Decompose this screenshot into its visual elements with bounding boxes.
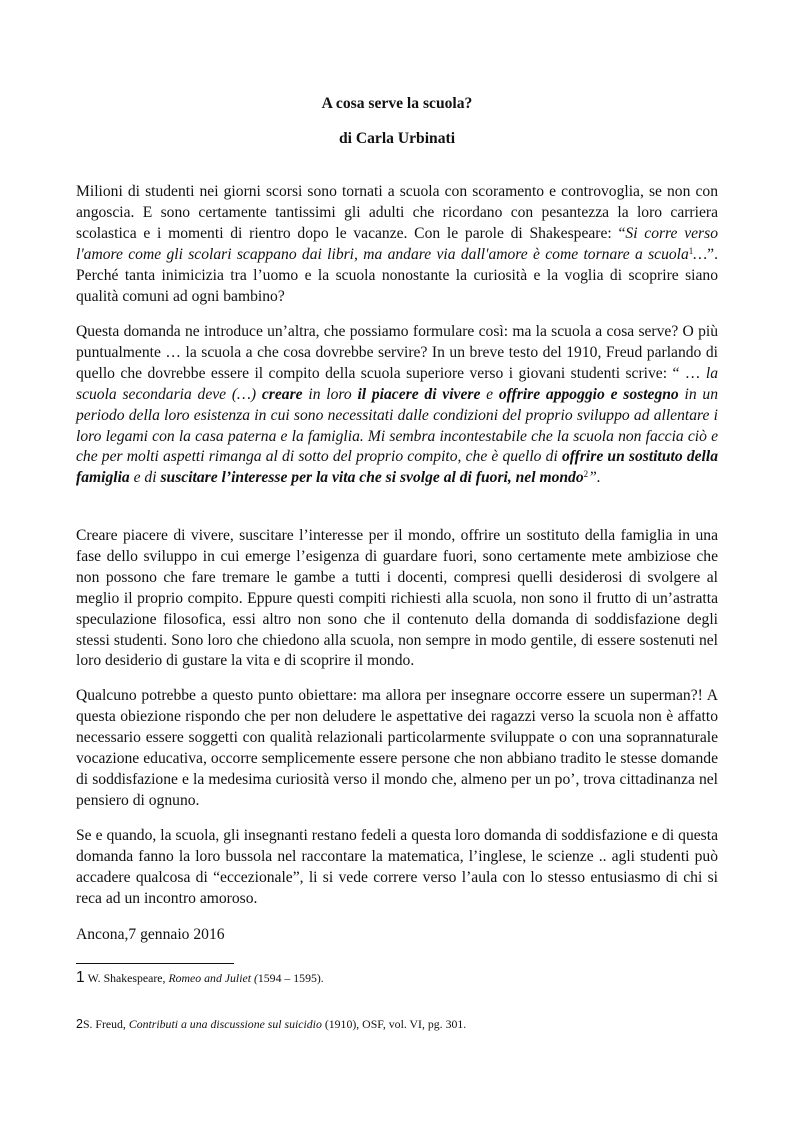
paragraph-3: Creare piacere di vivere, suscitare l’interesse per il mondo, offrire un sostituto della famiglia in una fase dello sviluppo in cui emerge l’esigenza di guardare fuori, sono certamente mete ambiziose che non possono che fare tremare le gambe a tutti i docenti, compresi quelli desiderosi di svolgere al meglio il proprio compito. Eppure questi compiti richiesti alla scuola, non sono il frutto di un’astratta speculazione filosofica, essi altro non sono che il contenuto della domanda di soddisfazione degli stessi studenti. Sono loro che chiedono alla scuola, non sempre in modo gentile, di essere sostenuti nel loro desiderio di gustare la vita e di scoprire il mondo. [76, 527, 718, 670]
freud-quote-bold: il piacere di vivere [357, 385, 481, 403]
footnote-1 [76, 970, 324, 986]
paragraph-1 [76, 182, 718, 307]
footnote-text: W. Shakespeare, [87, 971, 169, 985]
freud-quote: e di [129, 469, 161, 487]
document-date: Ancona,7 gennaio 2016 [76, 926, 225, 943]
shakespeare-quote: Si corre verso l'amore come gli scolari scappano dai libri, ma andare via dall'amore è come tornare a scuola [76, 224, 718, 263]
footnote-work-title: Romeo and Juliet ( [168, 971, 258, 985]
freud-quote-close: ”. [588, 469, 601, 487]
footnote-number: 2 [76, 1017, 83, 1031]
text-run: ”. Perché tanta inimicizia tra l’uomo e la scuola nonostante la curiosità e la voglia di scoprire siano qualità comuni ad ogni bambino? [76, 245, 718, 305]
freud-quote: in loro [302, 385, 358, 403]
freud-quote-bold: creare [261, 385, 303, 403]
footnote-number: 1 [76, 969, 85, 986]
text-run: Milioni di studenti nei giorni scorsi sono tornati a scuola con scoramento e controvoglia, se non con angoscia. E sono certamente tantissimi gli adulti che ricordano con pesantezza la loro carriera scolastica e i momenti di rientro dopo le vacanze. Con le parole di Shakespeare: “ [76, 183, 718, 242]
freud-quote-bold: suscitare l’interesse per la vita che si svolge al di fuori, nel mondo [160, 469, 584, 487]
quote-ellipsis: … [693, 245, 708, 263]
freud-quote: in un periodo della loro esistenza in cui sono necessitati dalle condizioni del proprio sviluppo ad allentare i loro legami con la casa paterna e la famiglia. Mi sembra incontestabile che la scuola non faccia ciò e che per molti aspetti rimanga al di sotto del proprio compito, che è quello di [76, 385, 718, 466]
paragraph-2 [76, 322, 718, 489]
footnote-ref-2[interactable]: 2 [583, 469, 589, 480]
paragraph-5: Se e quando, la scuola, gli insegnanti restano fedeli a questa loro domanda di soddisfazione e di questa domanda fanno la loro bussola nel raccontare la matematica, l’inglese, le scienze .. agli studenti può accadere qualcosa di “eccezionale”, li si vede correre verso l’aula con lo stesso entusiasmo di chi si reca ad un incontro amoroso. [76, 827, 718, 907]
footnote-work-title: Contributi a una discussione sul suicidio [128, 1017, 322, 1031]
freud-quote: la scuola secondaria deve (…) [76, 364, 718, 403]
paragraph-4: Qualcuno potrebbe a questo punto obiettare: ma allora per insegnare occorre essere un superman?! A questa obiezione rispondo che per non deludere le aspettative dei ragazzi verso la scuola non è affatto necessario essere soggetti con qualità relazionali particolarmente sviluppate o con una soprannaturale vocazione educativa, occorre semplicemente essere persone che non abbiano tradito le stesse domande di soddisfazione e la medesima curiosità verso il mondo che, almeno per un po’, trova cittadinanza nel pensiero di ognuno. [76, 687, 718, 809]
document-page [76, 0, 718, 1122]
footnote-ref-1[interactable]: 1 [688, 245, 694, 256]
freud-quote-bold: offrire appoggio e sostegno [498, 385, 679, 403]
freud-quote-bold: offrire un sostituto della famiglia [76, 448, 719, 487]
footnote-2 [76, 1017, 466, 1032]
document-title: A cosa serve la scuola? [321, 95, 473, 112]
freud-quote: e [480, 385, 499, 403]
footnote-text: (1910), OSF, vol. VI, pg. 301. [321, 1017, 467, 1031]
footnote-separator [76, 963, 234, 964]
text-run: Questa domanda ne introduce un’altra, che possiamo formulare così: ma la scuola a cosa serve? O più puntualmente … la scuola a che cosa dovrebbe servire? In un breve testo del 1910, Freud parlando di quello che dovrebbe essere il compito della scuola superiore verso i giovani studenti scrive: “ … [76, 323, 718, 382]
document-author: di Carla Urbinati [338, 130, 456, 147]
footnote-text: 1594 – 1595). [257, 971, 324, 985]
footnote-text: S. Freud, [82, 1017, 129, 1031]
